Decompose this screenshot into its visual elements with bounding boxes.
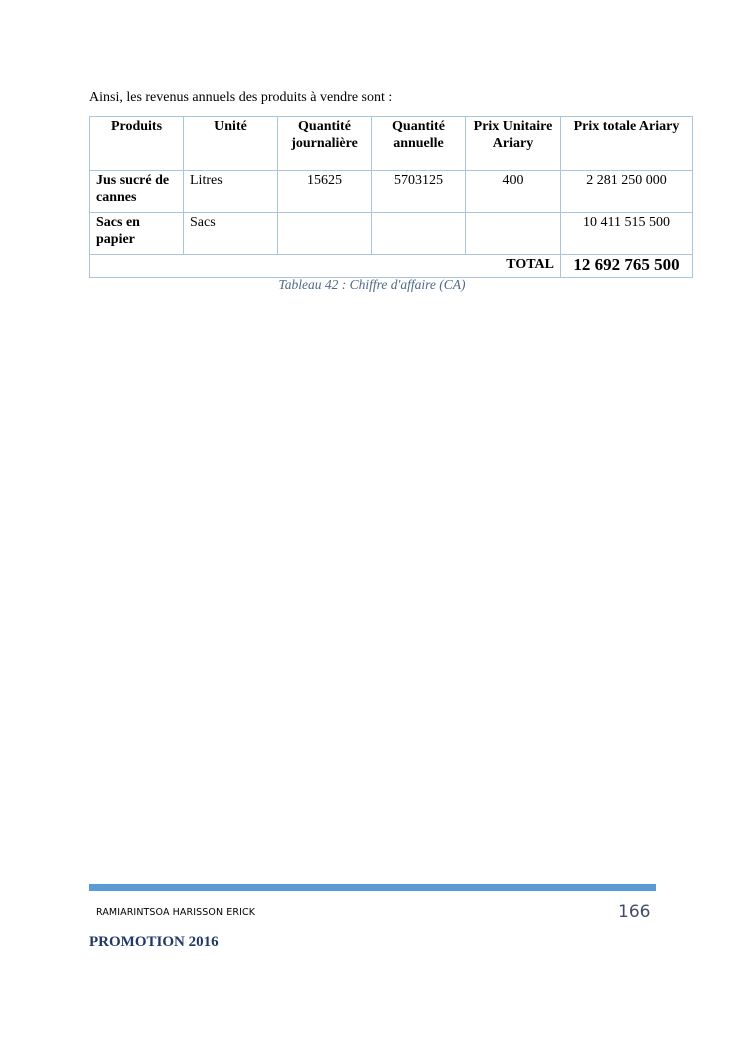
table-row — [90, 213, 693, 255]
page-number: 166 — [618, 902, 651, 922]
header-quantite-journaliere: Quantité journalière — [278, 117, 372, 171]
cell-produit: Jus sucré de cannes — [90, 171, 184, 213]
cell-prix-unitaire — [466, 213, 561, 255]
cell-quantite-journaliere — [278, 213, 372, 255]
footer-promotion: PROMOTION 2016 — [89, 934, 219, 950]
cell-unite: Sacs — [184, 213, 278, 255]
footer-author: RAMIARINTSOA HARISSON ERICK — [96, 907, 256, 918]
cell-prix-totale: 2 281 250 000 — [561, 171, 693, 213]
cell-produit: Sacs en papier — [90, 213, 184, 255]
total-value: 12 692 765 500 — [561, 255, 693, 278]
table-header-row — [90, 117, 693, 171]
header-quantite-annuelle: Quantité annuelle — [372, 117, 466, 171]
total-label: TOTAL — [90, 255, 561, 278]
cell-prix-unitaire: 400 — [466, 171, 561, 213]
header-unite: Unité — [184, 117, 278, 171]
intro-text: Ainsi, les revenus annuels des produits à vendre sont : — [89, 90, 393, 105]
footer-divider — [89, 884, 656, 891]
cell-quantite-annuelle — [372, 213, 466, 255]
header-produits: Produits — [90, 117, 184, 171]
cell-quantite-annuelle: 5703125 — [372, 171, 466, 213]
table-total-row — [90, 255, 693, 278]
cell-unite: Litres — [184, 171, 278, 213]
cell-quantite-journaliere: 15625 — [278, 171, 372, 213]
table-caption: Tableau 42 : Chiffre d'affaire (CA) — [278, 277, 466, 292]
revenue-table — [89, 116, 693, 278]
header-prix-totale: Prix totale Ariary — [561, 117, 693, 171]
header-prix-unitaire: Prix Unitaire Ariary — [466, 117, 561, 171]
cell-prix-totale: 10 411 515 500 — [561, 213, 693, 255]
table-row — [90, 171, 693, 213]
